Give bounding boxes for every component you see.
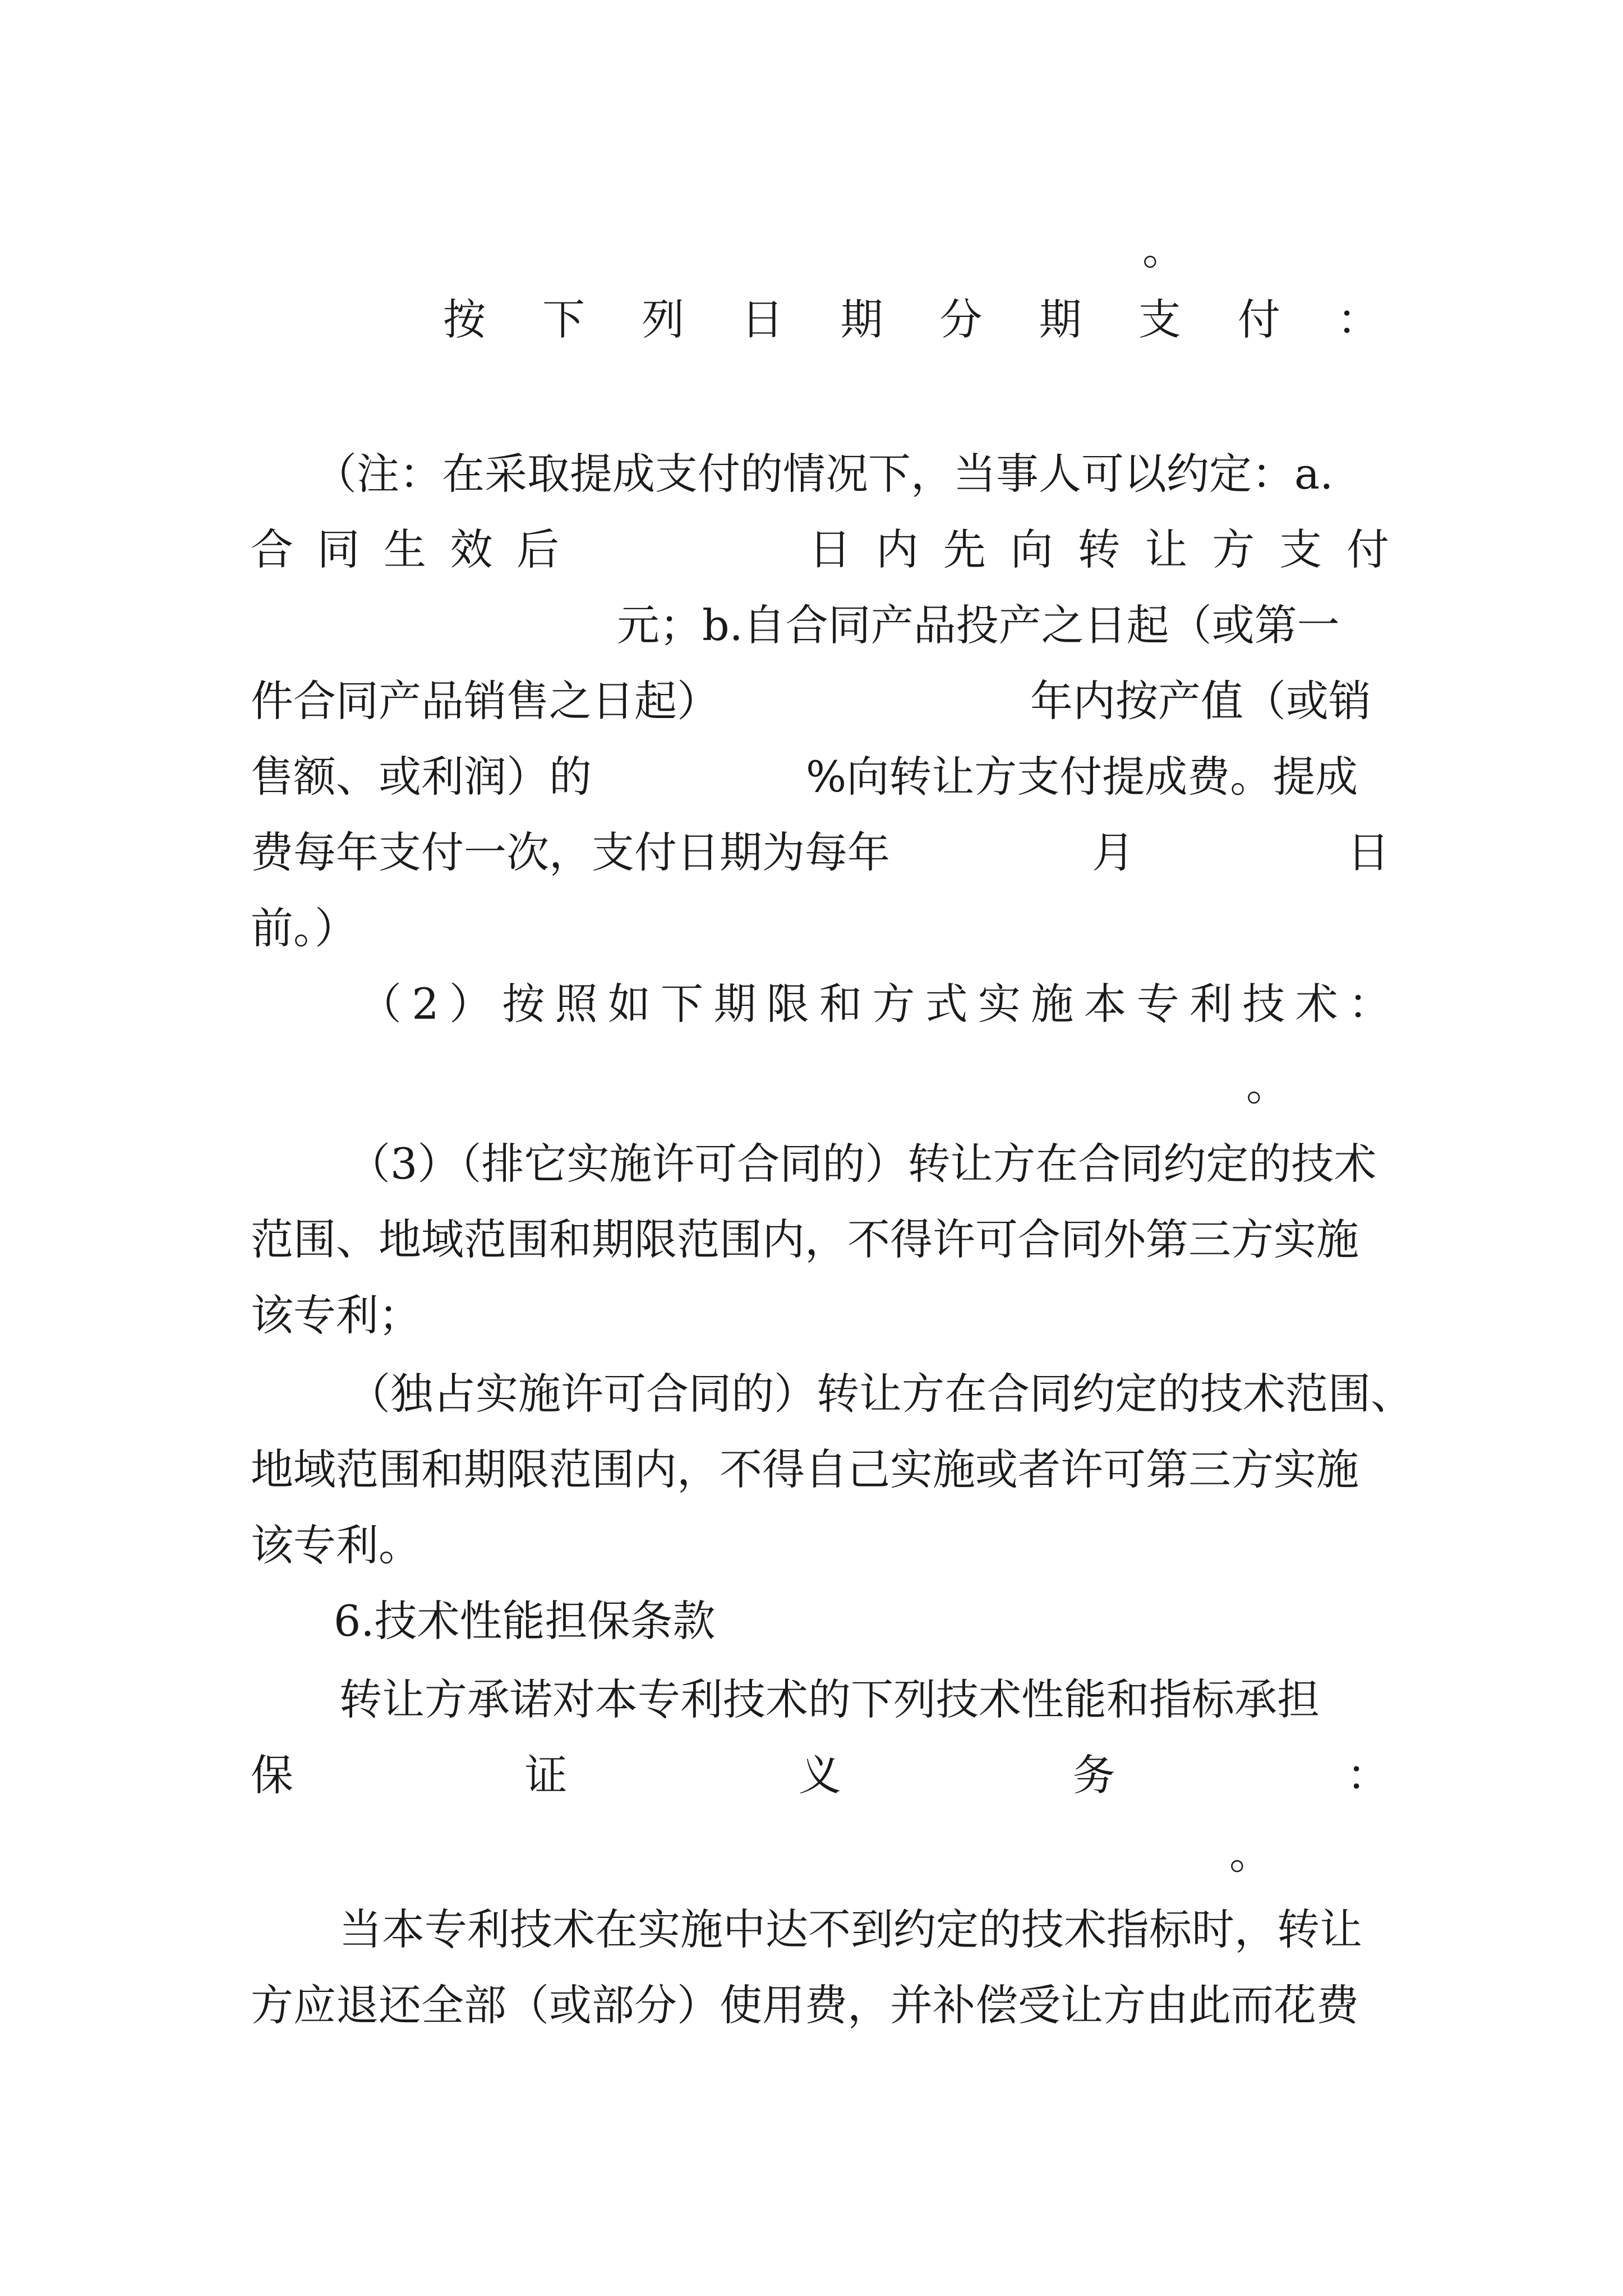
note-segment: %向转让方支付提成费。提成 [806, 752, 1358, 802]
text-line [251, 1049, 1389, 1122]
installment-line [443, 283, 1380, 356]
char: ： [1336, 295, 1380, 344]
section-heading: 6.技术性能担保条款 [334, 1596, 716, 1646]
note-line [251, 816, 1389, 889]
section-line: 转让方承诺对本专利技术的下列技术性能和指标承担 [339, 1674, 1320, 1724]
period-mark: 。 [1246, 1060, 1289, 1110]
item-3-line: （3）（排它实施许可合同的）转让方在合同约定的技术 [348, 1139, 1377, 1189]
note-segment: 月 [1092, 827, 1135, 877]
note-segment: 售额、或利润）的 [251, 752, 592, 802]
char: 期 [840, 295, 883, 344]
char: 日 [741, 295, 784, 344]
note-line: （注：在采取提成支付的情况下，当事人可以约定：a. [314, 449, 1334, 499]
char: 分 [939, 295, 983, 344]
text-line [251, 1818, 1389, 1890]
period-mark: 。 [1229, 1829, 1272, 1879]
char: 按 [443, 295, 486, 344]
note-line: 日 内 先 向 转 让 方 支 付 [809, 524, 1389, 574]
section-line: 当本专利技术在实施中达不到约定的技术指标时，转让 [339, 1904, 1362, 1954]
period-mark: 。 [1142, 224, 1185, 274]
note-line: 合 同 生 效 后 [251, 524, 559, 574]
note-line: 元；b.自合同产品投产之日起（或第一 [617, 600, 1340, 650]
note-segment: 日 [1347, 827, 1390, 877]
section-line: 保 证 义 务 ： [251, 1750, 1389, 1800]
note-line: 前。） [251, 903, 357, 953]
char: 支 [1138, 295, 1181, 344]
item-2-line: （ 2 ） 按 照 如 下 期 限 和 方 式 实 施 本 专 利 技 术 ： [359, 979, 1391, 1029]
char: 期 [1039, 295, 1082, 344]
section-line: 方应退还全部（或部分）使用费，并补偿受让方由此而花费 [251, 1980, 1359, 2030]
note-segment: 件合同产品销售之日起） [251, 676, 720, 726]
exclusive-line: 该专利。 [251, 1520, 421, 1570]
item-3-line: 该专利； [251, 1290, 421, 1340]
exclusive-line: 地域范围和期限范围内，不得自己实施或者许可第三方实施 [251, 1444, 1359, 1494]
char: 列 [642, 295, 685, 344]
exclusive-line: （独占实施许可合同的）转让方在合同约定的技术范围、 [348, 1369, 1413, 1419]
note-line [251, 665, 1389, 738]
char: 下 [542, 295, 585, 344]
char: 付 [1237, 295, 1280, 344]
note-segment: 费每年支付一次，支付日期为每年 [251, 827, 890, 877]
item-3-line: 范围、地域范围和期限范围内，不得许可合同外第三方实施 [251, 1214, 1359, 1264]
note-line [251, 740, 1389, 813]
text-line [251, 213, 1389, 286]
note-segment: 年内按产值（或销 [1030, 676, 1371, 726]
